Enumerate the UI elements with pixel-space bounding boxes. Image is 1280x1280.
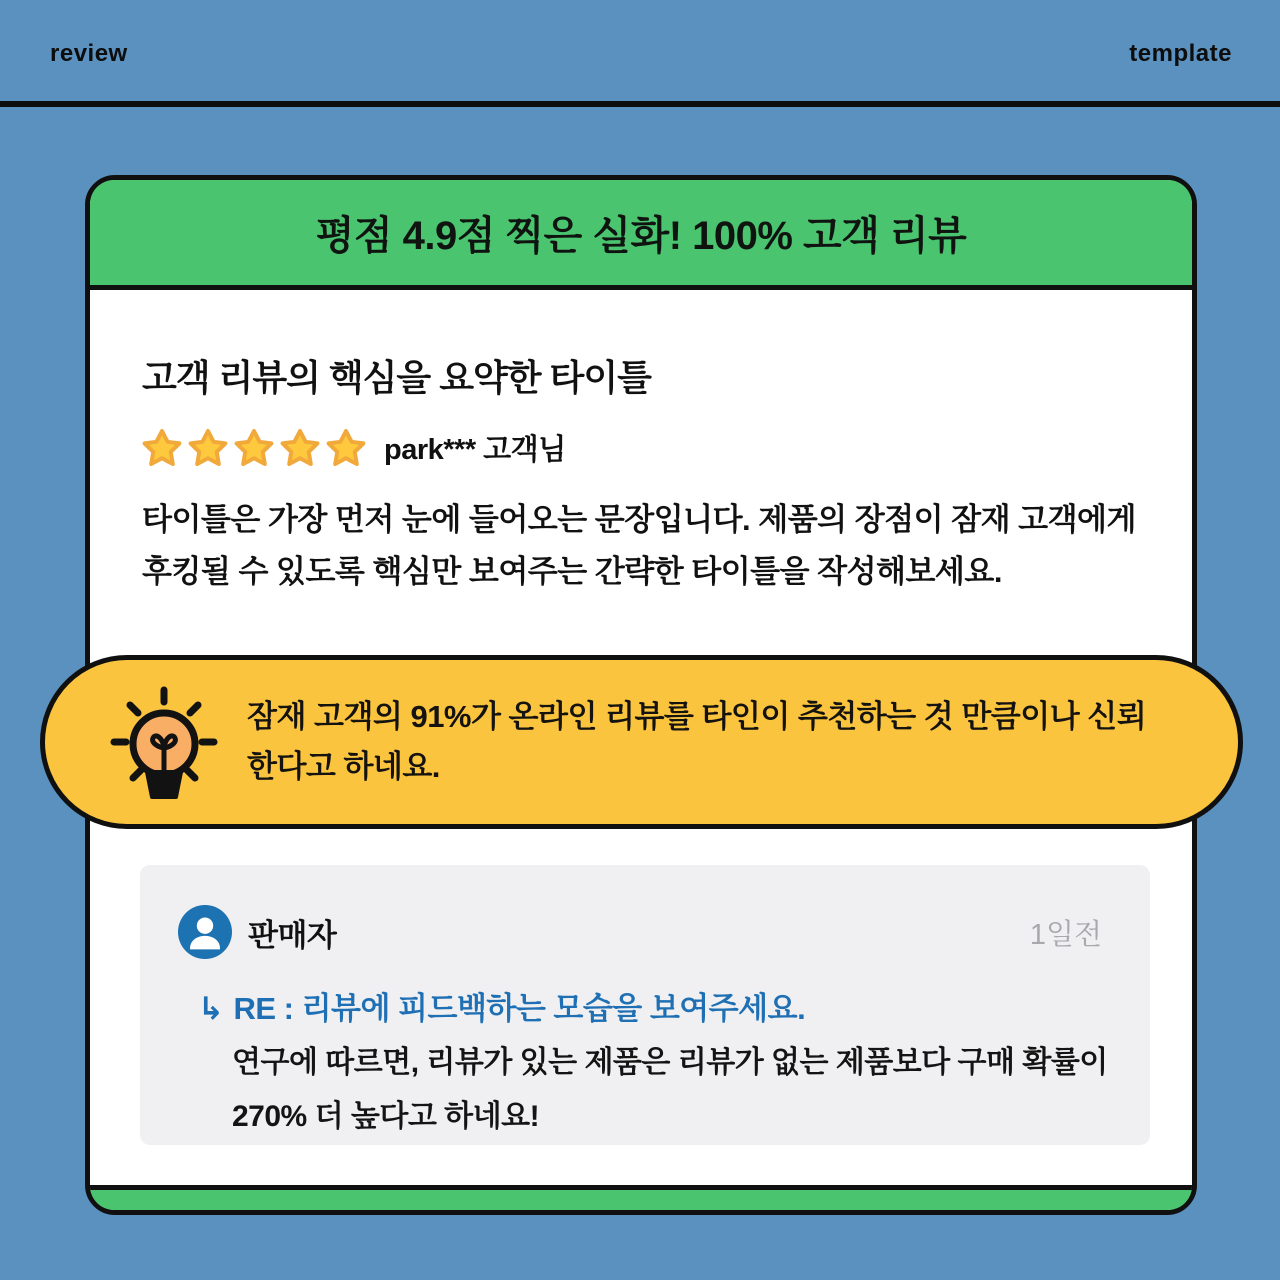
lightbulb-icon bbox=[103, 681, 225, 803]
card-footer-banner bbox=[90, 1185, 1192, 1210]
reply-arrow-icon: ↳ bbox=[198, 991, 224, 1026]
reply-header bbox=[140, 865, 1150, 959]
reply-re-line bbox=[140, 983, 1150, 1028]
star-icon bbox=[280, 428, 320, 468]
review-title: 고객 리뷰의 핵심을 요약한 타이틀 bbox=[142, 357, 651, 398]
reply-re-text: RE : 리뷰에 피드백하는 모습을 보여주세요. bbox=[233, 991, 806, 1026]
tip-callout bbox=[40, 655, 1243, 829]
topbar-review-label: review bbox=[50, 40, 128, 67]
card-header-title: 평점 4.9점 찍은 실화! 100% 고객 리뷰 bbox=[315, 214, 967, 258]
reply-timestamp: 1일전 bbox=[1029, 918, 1102, 951]
star-icon bbox=[188, 428, 228, 468]
topbar-template-label: template bbox=[1129, 40, 1232, 67]
star-rating bbox=[142, 428, 366, 468]
review-body-text: 타이틀은 가장 먼저 눈에 들어오는 문장입니다. 제품의 장점이 잠재 고객에게 후킹될 수 있도록 핵심만 보여주는 간략한 타이틀을 작성해보세요. bbox=[142, 502, 1136, 589]
card-body bbox=[90, 290, 1192, 598]
review-meta-row bbox=[142, 427, 1137, 468]
reviewer-name: park*** 고객님 bbox=[384, 434, 566, 466]
card-header-banner bbox=[90, 180, 1192, 290]
topbar-divider bbox=[0, 101, 1280, 107]
seller-reply-box bbox=[140, 865, 1150, 1145]
reply-author: 판매자 bbox=[248, 917, 337, 953]
person-icon bbox=[178, 905, 232, 959]
reply-body-text: 연구에 따르면, 리뷰가 있는 제품은 리뷰가 없는 제품보다 구매 확률이 270% 더 높다고 하네요! bbox=[232, 1046, 1108, 1133]
star-icon bbox=[326, 428, 366, 468]
tip-text: 잠재 고객의 91%가 온라인 리뷰를 타인이 추천하는 것 만큼이나 신뢰한다고 하네요. bbox=[247, 699, 1147, 784]
star-icon bbox=[234, 428, 274, 468]
star-icon bbox=[142, 428, 182, 468]
